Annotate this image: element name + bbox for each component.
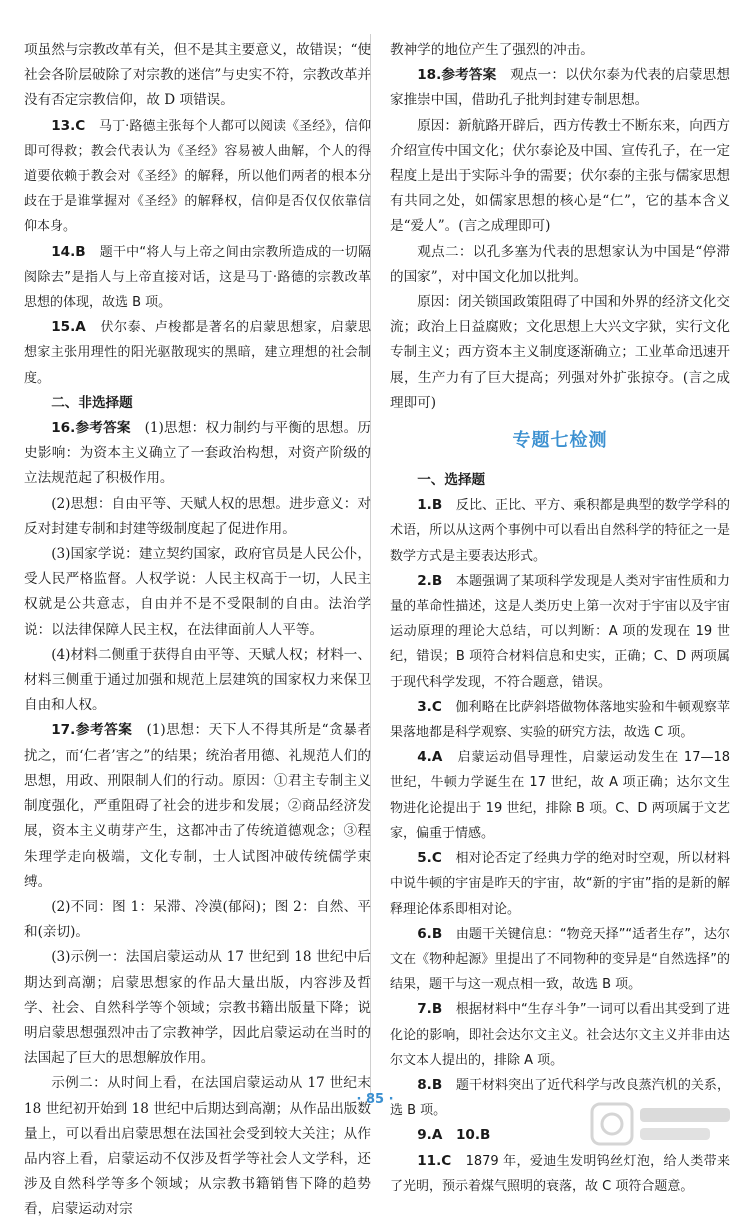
section-heading: 一、选择题 [417, 472, 486, 489]
answer-3: 3.C 伽利略在比萨斜塔做物体落地实验和牛顿观察苹果落地都是科学观察、实验的研究方法，故选 C 项。 [390, 698, 730, 741]
answer-18: 18.参考答案 观点一：以伏尔泰为代表的启蒙思想家推崇中国，借助孔子批判封建专制思想。 [390, 67, 731, 109]
paragraph: (3)示例一：法国启蒙运动从 17 世纪到 18 世纪中后期达到高潮；启蒙思想家的作品大量出版，内容涉及哲学、社会、自然科学等个领域；宗教书籍出版量下降；说明启蒙思想强烈冲击了宗教神学，因此启蒙运动在当时的法国起了巨大的思想解放作用。 [24, 949, 371, 1067]
answer-1: 1.B 反比、正比、平方、乘积都是典型的数学学科的术语，所以从这两个事例中可以看出自然科学的特征之一是数学方式是主要表达形式。 [390, 497, 730, 564]
chapter-title: 专题七检测 [512, 430, 608, 452]
answer-17: 17.参考答案 (1)思想：天下人不得其所是“贪暴者扰之，而‘仁者’害之”的结果；统治者用德、礼规范人们的思想，用政、刑限制人们的行动。原因：①君主专制主义制度强化，严重阻碍了社会的进步和发展；②商品经济发展，资本主义萌芽产生，这都冲击了传统道德观念；③程朱理学走向极端，文化专制，士人试图冲破传统儒学束缚。 [24, 722, 371, 890]
section-heading: 二、非选择题 [51, 394, 133, 411]
paragraph: (2)思想：自由平等、天赋人权的思想。进步意义：对反对封建专制和封建等级制度起了促进作用。 [24, 495, 371, 537]
right-column [390, 38, 730, 1199]
paragraph: (3)国家学说：建立契约国家，政府官员是人民公仆，受人民严格监督。人权学说：人民主权高于一切，人民主权就是公共意志，自由并不是不受限制的自由。法治学说：以法律保障人民主权，在法律面前人人平等。 [24, 546, 371, 638]
answer-4: 4.A 启蒙运动倡导理性，启蒙运动发生在 17—18 世纪，牛顿力学诞生在 17 世纪，故 A 项正确；达尔文生物进化论提出于 19 世纪，排除 B 项。C、D 两项属于文艺家，偏重于情感。 [390, 749, 731, 841]
paragraph: 观点二：以孔多塞为代表的思想家认为中国是“停滞的国家”，对中国文化加以批判。 [390, 243, 730, 285]
page-number: · 85 · [356, 1092, 394, 1107]
answer-16: 16.参考答案 (1)思想：权力制约与平衡的思想。历史影响：为资本主义确立了一套政治构想，对资产阶级的立法规范起了积极作用。 [24, 420, 371, 487]
watermark-logo-icon [588, 1098, 738, 1150]
answer-5: 5.C 相对论否定了经典力学的绝对时空观，所以材料中说牛顿的宇宙是昨天的宇宙，故“新的宇宙”指的是新的解释理论体系即相对论。 [390, 850, 730, 917]
paragraph: 示例二：从时间上看，在法国启蒙运动从 17 世纪末 18 世纪初开始到 18 世纪中后期达到高潮；从作品出版数量上，可以看出启蒙思想在法国社会受到较大关注；从作品内容上看，启蒙运动不仅涉及哲学等社会人文学科，还涉及自然科学等多个领域；从宗教书籍销售下降的趋势看，启蒙运动对宗 [24, 1075, 371, 1218]
paragraph: 原因：新航路开辟后，西方传教士不断东来，向西方介绍宣传中国文化；伏尔泰论及中国、宣传孔子，在一定程度上是出于实际斗争的需要；伏尔泰的主张与儒家思想有共同之处，如儒家思想的核心是“仁”，它的基本含义是“爱人”。(言之成理即可) [390, 117, 730, 235]
paragraph: 原因：闭关锁国政策阻碍了中国和外界的经济文化交流；政治上日益腐败；文化思想上大兴文字狱，实行文化专制主义；西方资本主义制度逐渐确立；工业革命迅速开展，生产力有了巨大提高；列强对外扩张掠夺。(言之成理即可) [390, 294, 730, 411]
answer-9-10: 9.A 10.B [417, 1127, 491, 1144]
paragraph: (4)材料二侧重于获得自由平等、天赋人权；材料一、材料三侧重于通过加强和规范上层建筑的国家权力来保卫自由和人权。 [24, 646, 371, 714]
answer-13: 13.C 马丁·路德主张每个人都可以阅读《圣经》，信仰即可得救；教会代表认为《圣经》容易被人曲解，个人的得道要依赖于教会对《圣经》的解释，所以他们两者的根本分歧在于是谁掌握对《圣经》的解释权，信仰是否仅仅依靠信仰本身。 [24, 117, 372, 235]
left-column [24, 38, 371, 1223]
answer-15: 15.A 伏尔泰、卢梭都是著名的启蒙思想家，启蒙思想家主张用理性的阳光驱散现实的黑暗，建立理想的社会制度。 [24, 319, 371, 386]
paragraph: 项虽然与宗教改革有关，但不是其主要意义，故错误；“使社会各阶层破除了对宗教的迷信”与史实不符，宗教改革并没有否定宗教信仰，故 D 项错误。 [24, 42, 371, 109]
answer-14: 14.B 题干中“将人与上帝之间由宗教所造成的一切隔阂除去”是指人与上帝直接对话，这是马丁·路德的宗教改革思想的体现，故选 B 项。 [24, 243, 371, 311]
answer-6: 6.B 由题干关键信息：“物竞天择”“适者生存”，达尔文在《物种起源》里提出了不同物种的变异是“自然选择”的结果，题干与这一观点相一致，故选 B 项。 [390, 925, 730, 993]
answer-7: 7.B 根据材料中“生存斗争”一词可以看出其受到了进化论的影响，即社会达尔文主义。社会达尔文主义并非由达尔文本人提出的，排除 A 项。 [390, 1001, 730, 1068]
paragraph: (2)不同：图 1：呆滞、冷漠(郁闷)；图 2：自然、平和(亲切)。 [24, 898, 371, 941]
paragraph: 教神学的地位产生了强烈的冲击。 [390, 42, 594, 58]
answer-2: 2.B 本题强调了某项科学发现是人类对宇宙性质和力量的革命性描述，这是人类历史上第一次对于宇宙以及宇宙运动原理的理论大总结，可以判断：A 项的发现在 19 世纪，错误；B 项符合材料信息和史实，正确；C、D 两项属于现代科学发现，不符合题意，错误。 [390, 572, 730, 690]
answer-11: 11.C 1879 年，爱迪生发明钨丝灯泡，给人类带来了光明，预示着煤气照明的衰落，故 C 项符合题意。 [390, 1152, 731, 1194]
answer-8: 8.B 题干材料突出了近代科学与改良蒸汽机的关系，选 B 项。 [390, 1076, 730, 1119]
